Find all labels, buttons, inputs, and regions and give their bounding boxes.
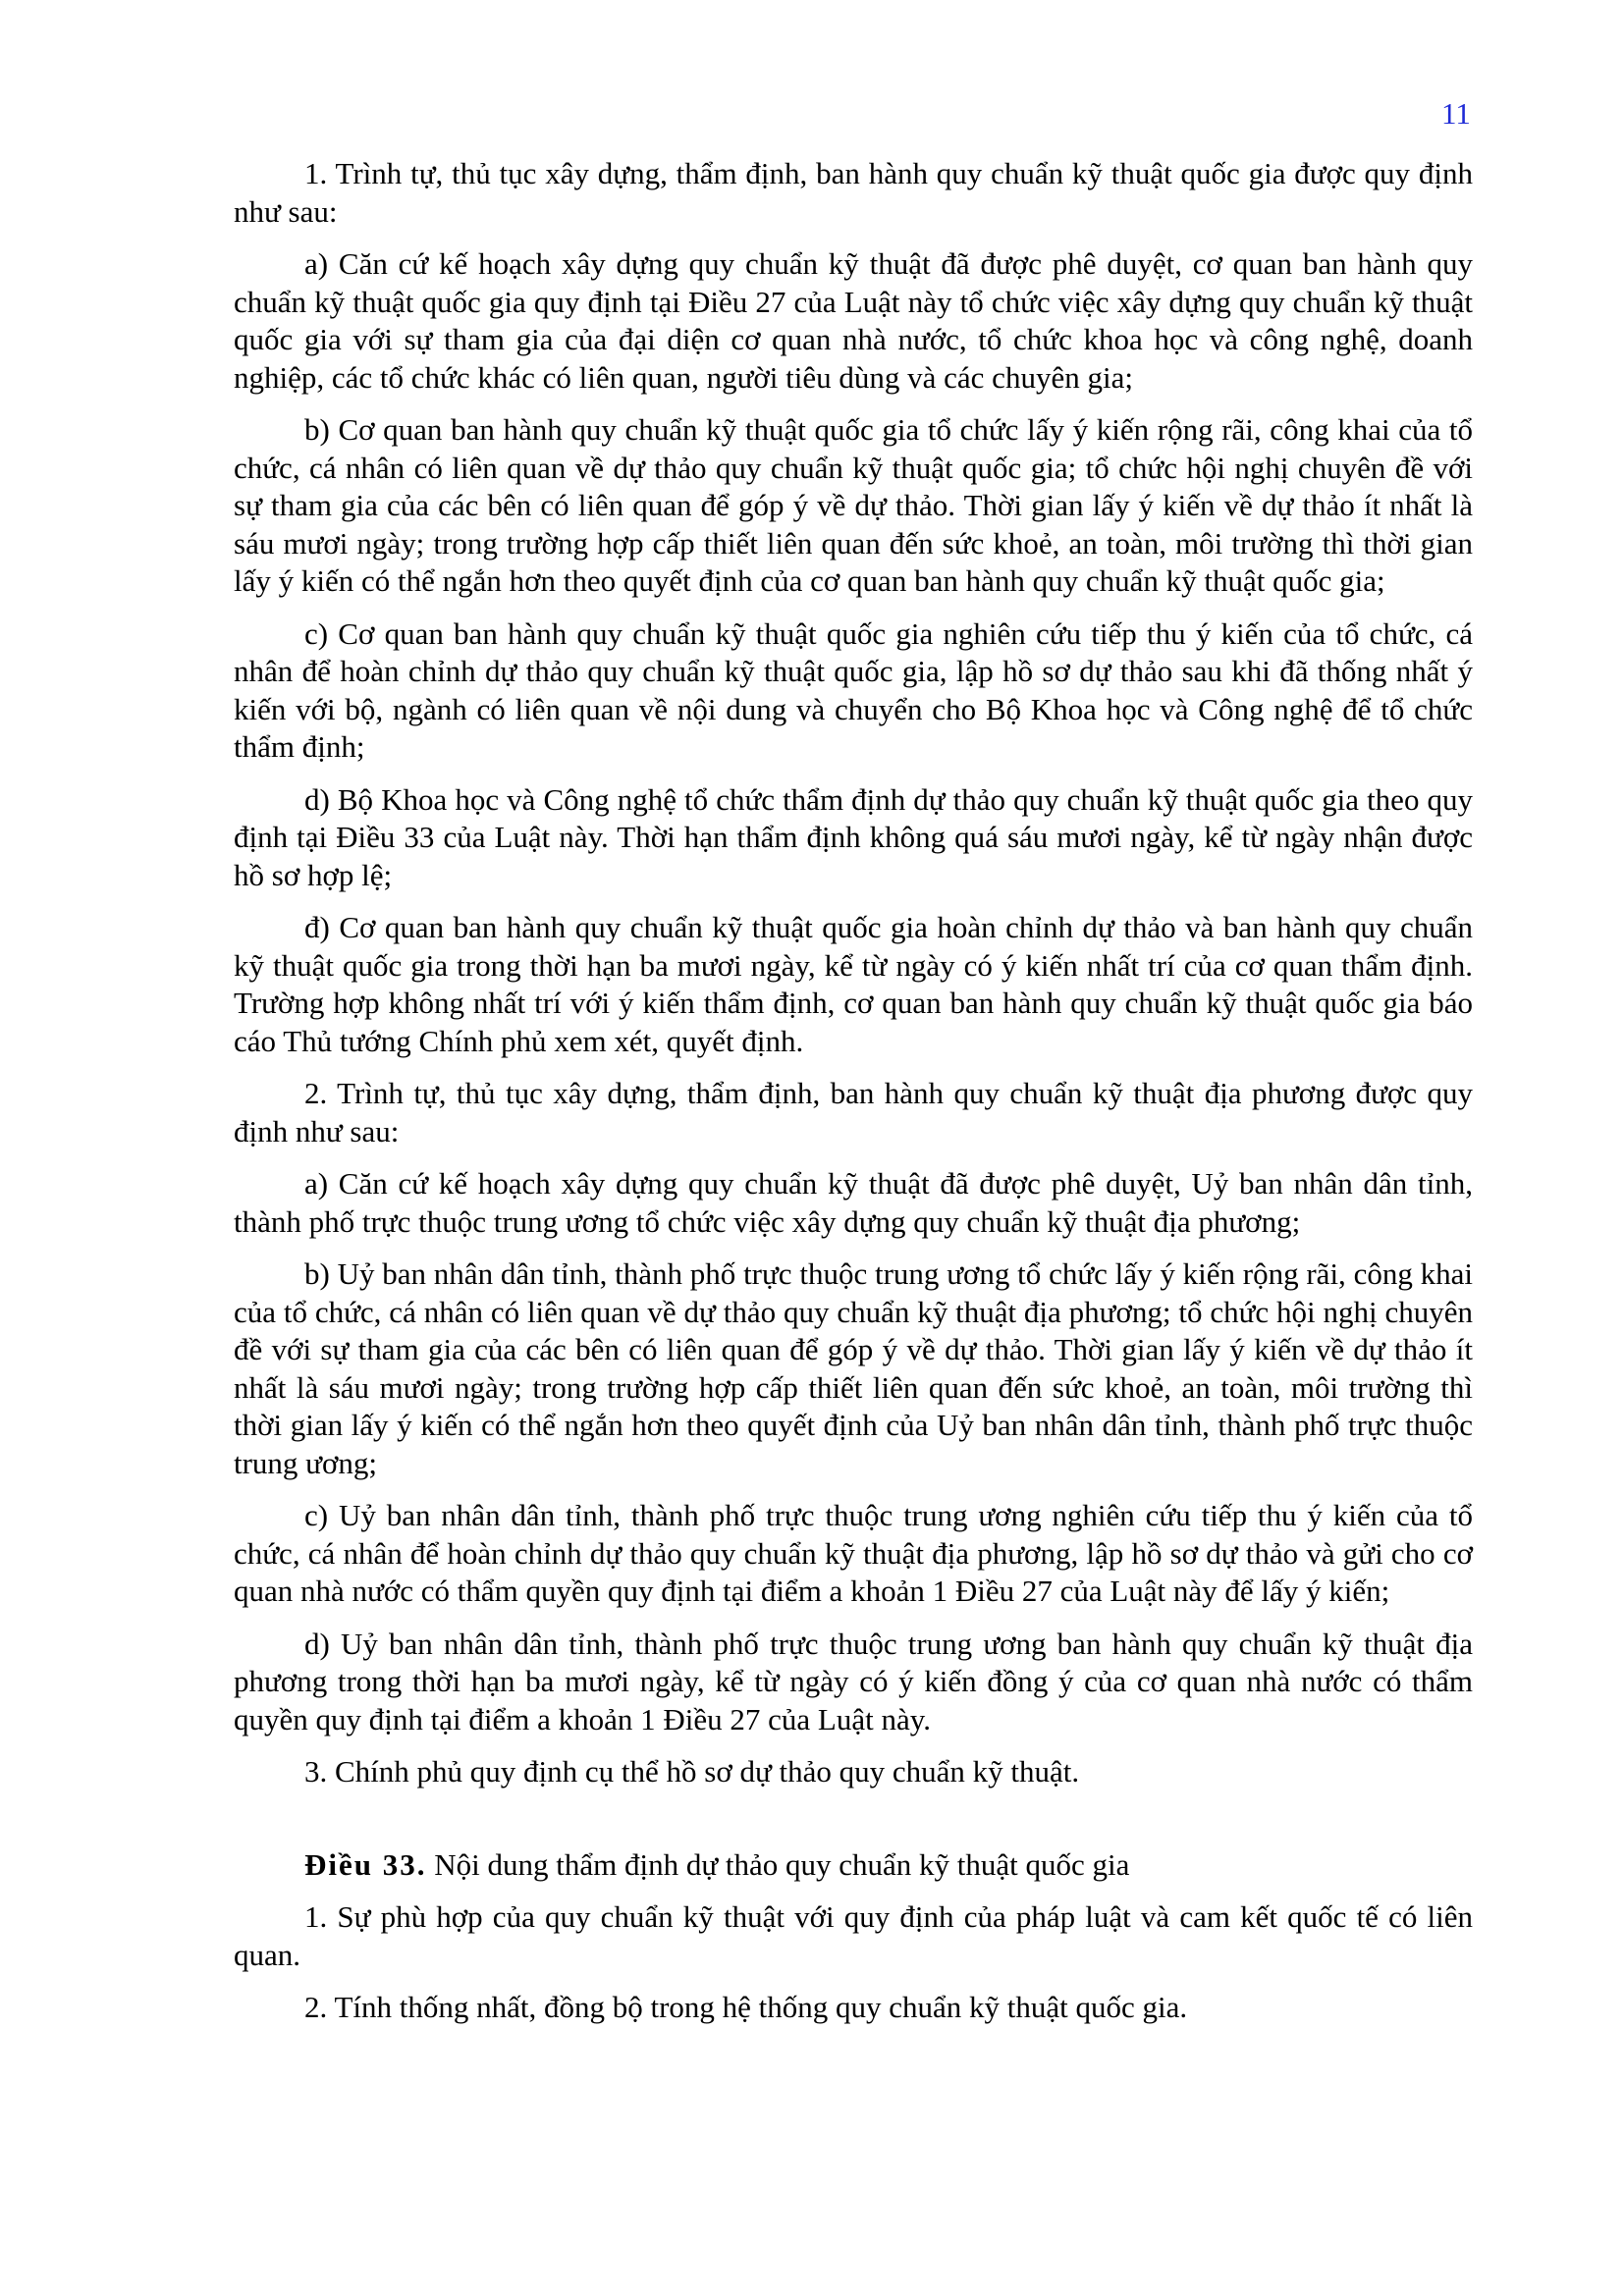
paragraph: đ) Cơ quan ban hành quy chuẩn kỹ thuật quốc gia hoàn chỉnh dự thảo và ban hành quy chuẩn kỹ thuật quốc gia trong thời hạn ba mươi ngày, kể từ ngày có ý kiến nhất trí của cơ quan thẩm định. Trường hợp không nhất trí với ý kiến thẩm định, cơ quan ban hành quy chuẩn kỹ thuật quốc gia báo cáo Thủ tướng Chính phủ xem xét, quyết định. xyxy=(234,910,1473,1058)
paragraph: b) Uỷ ban nhân dân tỉnh, thành phố trực thuộc trung ương tổ chức lấy ý kiến rộng rãi, công khai của tổ chức, cá nhân có liên quan về dự thảo quy chuẩn kỹ thuật địa phương; tổ chức hội nghị chuyên đề với sự tham gia của các bên có liên quan để góp ý về dự thảo. Thời gian lấy ý kiến về dự thảo ít nhất là sáu mươi ngày; trong trường hợp cấp thiết liên quan đến sức khoẻ, an toàn, môi trường thì thời gian lấy ý kiến có thể ngắn hơn theo quyết định của Uỷ ban nhân dân tỉnh, thành phố trực thuộc trung ương; xyxy=(234,1256,1473,1480)
paragraph: a) Căn cứ kế hoạch xây dựng quy chuẩn kỹ thuật đã được phê duyệt, cơ quan ban hành quy chuẩn kỹ thuật quốc gia quy định tại Điều 27 của Luật này tổ chức việc xây dựng quy chuẩn kỹ thuật quốc gia với sự tham gia của đại diện cơ quan nhà nước, tổ chức khoa học và công nghệ, doanh nghiệp, các tổ chức khác có liên quan, người tiêu dùng và các chuyên gia; xyxy=(234,246,1473,395)
paragraph: 1. Trình tự, thủ tục xây dựng, thẩm định, ban hành quy chuẩn kỹ thuật quốc gia được quy định như sau: xyxy=(234,156,1473,229)
article-item: 2. Tính thống nhất, đồng bộ trong hệ thống quy chuẩn kỹ thuật quốc gia. xyxy=(304,1990,1188,2024)
paragraph: 3. Chính phủ quy định cụ thể hồ sơ dự thảo quy chuẩn kỹ thuật. xyxy=(304,1754,1080,1789)
article-title: Nội dung thẩm định dự thảo quy chuẩn kỹ thuật quốc gia xyxy=(434,1846,1130,1882)
paragraph: 2. Trình tự, thủ tục xây dựng, thẩm định, ban hành quy chuẩn kỹ thuật địa phương được quy định như sau: xyxy=(234,1076,1473,1148)
paragraph: c) Cơ quan ban hành quy chuẩn kỹ thuật quốc gia nghiên cứu tiếp thu ý kiến của tổ chức, cá nhân để hoàn chỉnh dự thảo quy chuẩn kỹ thuật quốc gia, lập hồ sơ dự thảo sau khi đã thống nhất ý kiến với bộ, ngành có liên quan về nội dung và chuyển cho Bộ Khoa học và Công nghệ để tổ chức thẩm định; xyxy=(234,615,1473,764)
document-body xyxy=(234,155,1473,2042)
paragraph: a) Căn cứ kế hoạch xây dựng quy chuẩn kỹ thuật đã được phê duyệt, Uỷ ban nhân dân tỉnh, thành phố trực thuộc trung ương tổ chức việc xây dựng quy chuẩn kỹ thuật địa phương; xyxy=(234,1166,1473,1239)
paragraph: b) Cơ quan ban hành quy chuẩn kỹ thuật quốc gia tổ chức lấy ý kiến rộng rãi, công khai của tổ chức, cá nhân có liên quan về dự thảo quy chuẩn kỹ thuật quốc gia; tổ chức hội nghị chuyên đề với sự tham gia của các bên có liên quan để góp ý về dự thảo. Thời gian lấy ý kiến về dự thảo ít nhất là sáu mươi ngày; trong trường hợp cấp thiết liên quan đến sức khoẻ, an toàn, môi trường thì thời gian lấy ý kiến có thể ngắn hơn theo quyết định của cơ quan ban hành quy chuẩn kỹ thuật quốc gia; xyxy=(234,412,1473,598)
article-item: 1. Sự phù hợp của quy chuẩn kỹ thuật với quy định của pháp luật và cam kết quốc tế có liên quan. xyxy=(234,1899,1473,1972)
paragraph: c) Uỷ ban nhân dân tỉnh, thành phố trực thuộc trung ương nghiên cứu tiếp thu ý kiến của tổ chức, cá nhân để hoàn chỉnh dự thảo quy chuẩn kỹ thuật địa phương, lập hồ sơ dự thảo và gửi cho cơ quan nhà nước có thẩm quyền quy định tại điểm a khoản 1 Điều 27 của Luật này để lấy ý kiến; xyxy=(234,1498,1473,1608)
article-heading xyxy=(234,1846,1473,1885)
paragraph: d) Uỷ ban nhân dân tỉnh, thành phố trực thuộc trung ương ban hành quy chuẩn kỹ thuật địa phương trong thời hạn ba mươi ngày, kể từ ngày có ý kiến đồng ý của cơ quan nhà nước có thẩm quyền quy định tại điểm a khoản 1 Điều 27 của Luật này. xyxy=(234,1626,1473,1736)
article-label: Điều 33. xyxy=(304,1846,427,1882)
page-number: 11 xyxy=(1441,96,1471,131)
paragraph: d) Bộ Khoa học và Công nghệ tổ chức thẩm định dự thảo quy chuẩn kỹ thuật quốc gia theo quy định tại Điều 33 của Luật này. Thời hạn thẩm định không quá sáu mươi ngày, kể từ ngày nhận được hồ sơ hợp lệ; xyxy=(234,781,1473,892)
